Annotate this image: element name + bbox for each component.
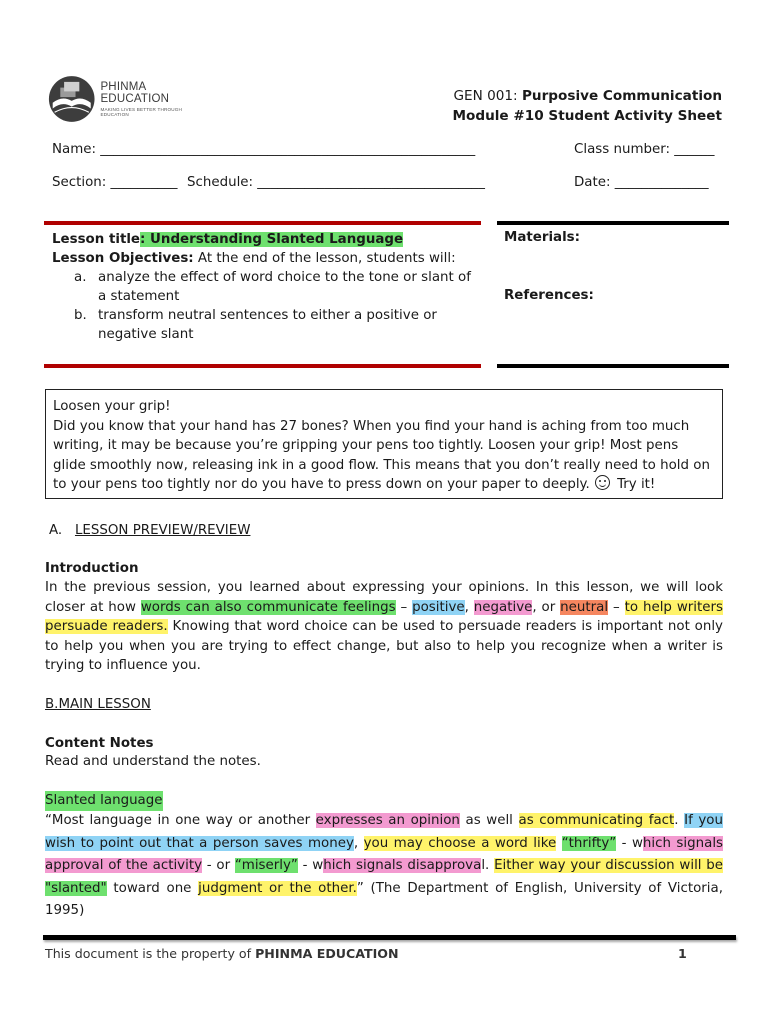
- date-field[interactable]: Date: ______________: [574, 175, 709, 190]
- section-a-title: LESSON PREVIEW/REVIEW: [74, 523, 251, 538]
- class-number-field[interactable]: Class number: ______: [574, 142, 715, 157]
- logo-tagline: MAKING LIVES BETTER THROUGH EDUCATION: [100, 107, 183, 117]
- slanted-language-heading: Slanted language: [45, 791, 163, 811]
- course-code: GEN 001:: [453, 88, 522, 104]
- phinma-logo: [47, 70, 212, 128]
- lesson-bottom-rule: [44, 364, 481, 368]
- lesson-title: Lesson title: Understanding Slanted Language: [52, 232, 404, 247]
- tip-body: Did you know that your hand has 27 bones? When you find your hand is aching from too much writing, it may be because you’re gripping your pens too tightly. Loosen your grip! Most pens glide smoothly now, releasing ink in a good flow. This means that you don’t really need to hold on to your pens too tightly nor do you have to press down on your paper to deeply. Try it!: [53, 418, 710, 492]
- materials-bottom-rule: [497, 364, 729, 368]
- list-item: b. transform neutral sentences to either a positive or negative slant: [74, 308, 437, 342]
- introduction-paragraph: In the previous session, you learned about expressing your opinions. In this lesson, we will look closer at how words can also communicate feelings – positive, negative, or neutral – to help writers persuade readers. Knowing that word choice can be used to persuade readers is important not only to help you when you are trying to effect change, but also to help you recognize when a writer is trying to influence you.: [45, 580, 723, 673]
- introduction-heading: Introduction: [45, 561, 139, 576]
- section-field[interactable]: Section: __________: [52, 175, 178, 190]
- footer-rule: [43, 935, 736, 940]
- content-notes-heading: Content Notes: [45, 736, 154, 751]
- phinma-logo-icon: [47, 73, 96, 125]
- section-b-title: B.MAIN LESSON: [45, 697, 151, 712]
- footer-owner: PHINMA EDUCATION: [255, 946, 399, 961]
- tip-title: Loosen your grip!: [53, 399, 171, 414]
- lesson-info: [52, 230, 480, 344]
- module-title: Module #10 Student Activity Sheet: [452, 108, 722, 124]
- logo-name: PHINMA EDUCATION: [100, 81, 170, 105]
- objectives-list: [52, 268, 480, 344]
- references-label: References:: [504, 288, 594, 303]
- section-a-heading: A. LESSON PREVIEW/REVIEW: [49, 523, 251, 538]
- content-notes-text: Read and understand the notes.: [45, 754, 261, 769]
- page-number: 1: [678, 946, 687, 961]
- lesson-objectives: Lesson Objectives: At the end of the lesson, students will:: [52, 251, 456, 266]
- smiley-icon: [595, 475, 610, 490]
- lesson-title-value: : Understanding Slanted Language: [140, 232, 404, 247]
- materials-top-rule: [497, 221, 729, 225]
- list-item: a. analyze the effect of word choice to the tone or slant of a statement: [74, 270, 471, 304]
- schedule-field[interactable]: Schedule: __________________________________: [187, 175, 485, 190]
- lesson-top-rule: [44, 221, 481, 225]
- materials-label: Materials:: [504, 230, 580, 245]
- slanted-language-quote: “Most language in one way or another expresses an opinion as well as communicating fact. If you wish to point out that a person saves money, you may choose a word like “thrifty” - which signals approval of the activity - or “miserly” - which signals disapproval. Either way your discussion will be "slanted" toward one judgment or the other.” (The Department of English, University of Victoria, 1995): [45, 813, 724, 918]
- course-header: [452, 86, 722, 126]
- course-title: Purposive Communication: [521, 88, 722, 104]
- name-field[interactable]: Name: ________________________________________________________: [52, 142, 476, 157]
- tip-box: [45, 389, 723, 499]
- footer-text: This document is the property of PHINMA EDUCATION: [45, 946, 399, 961]
